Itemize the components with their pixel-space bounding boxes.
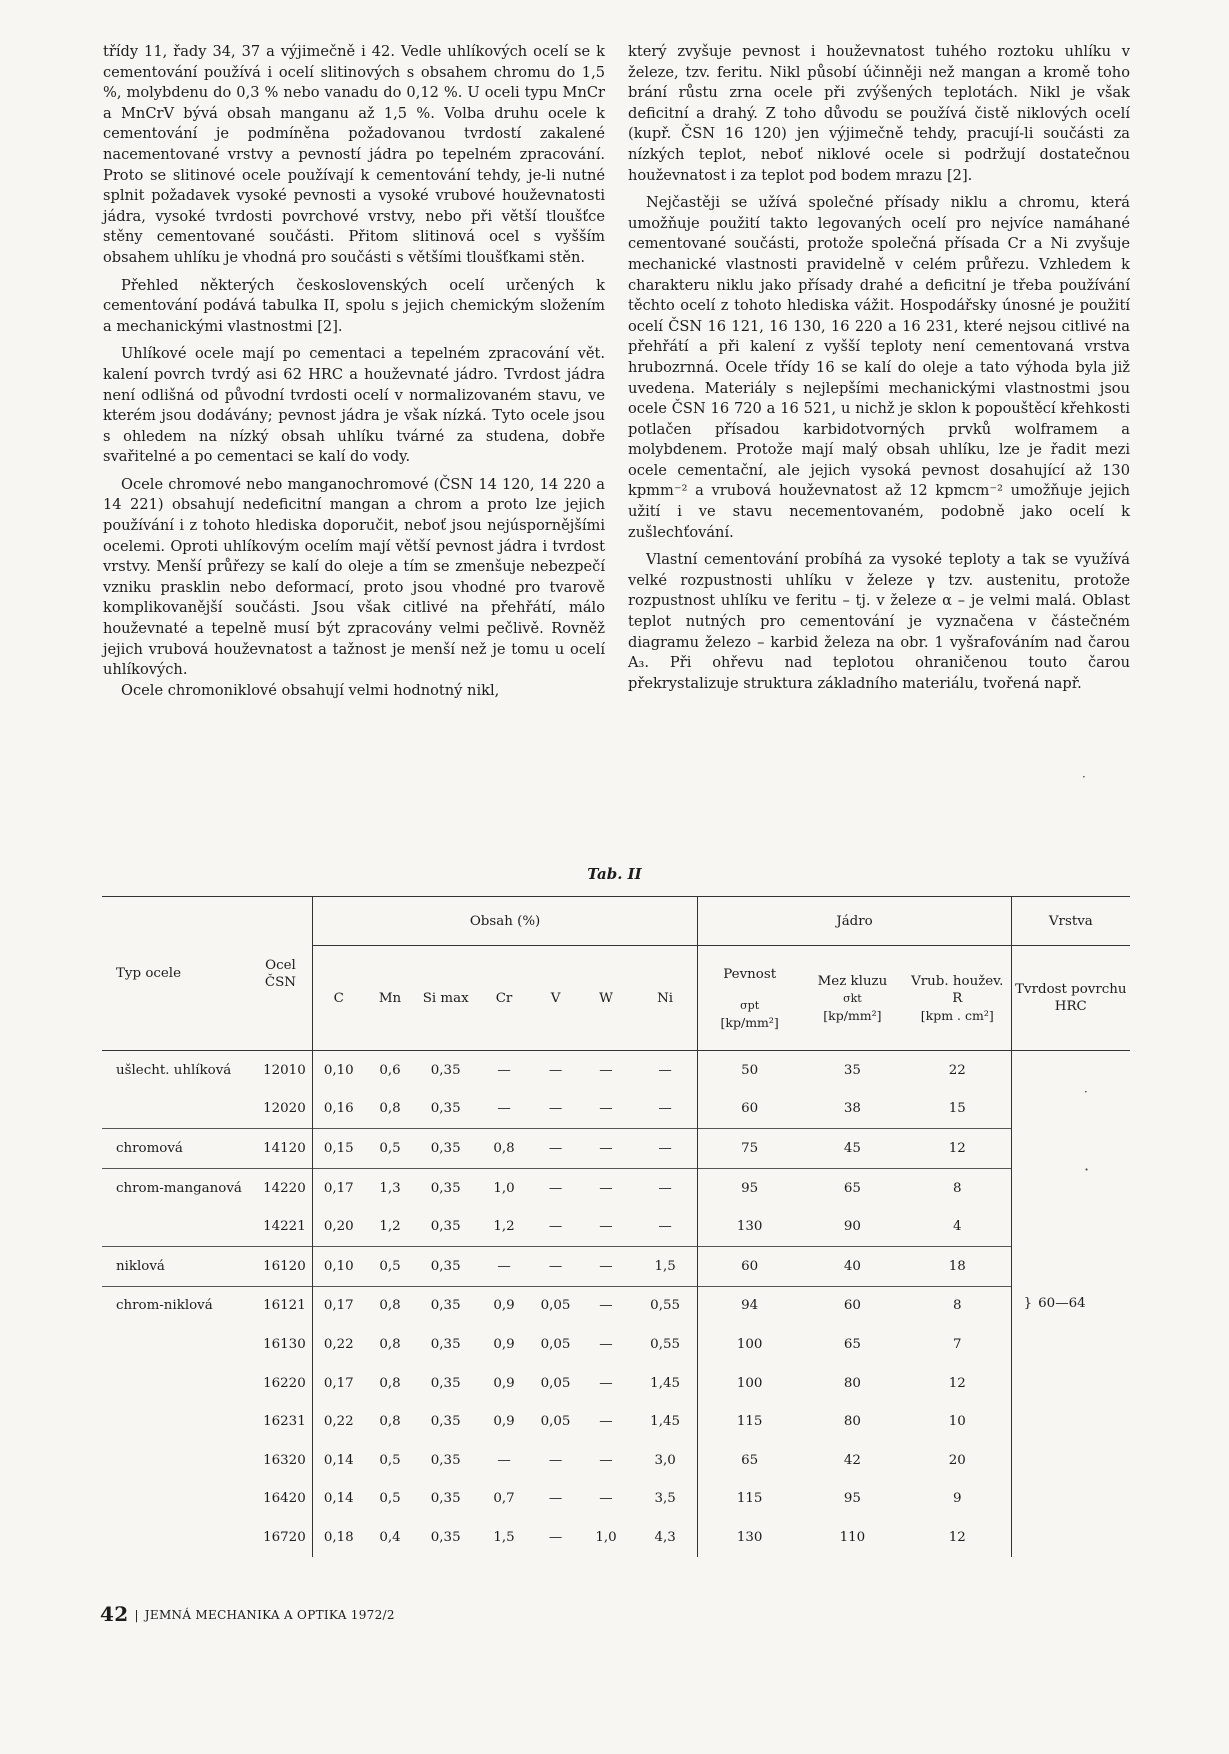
scan-speck: · (1084, 1085, 1088, 1099)
header-v: V (550, 990, 561, 1006)
cell-mn: 0,8 (379, 1414, 401, 1430)
table-row (102, 1168, 1130, 1207)
cell-v: 0,05 (540, 1414, 571, 1430)
table-row (102, 1480, 1130, 1519)
cell-ni: 3,5 (654, 1491, 676, 1507)
vrub-label: Vrub. houžev. R (911, 973, 1004, 1006)
cell-w: — (579, 1246, 633, 1286)
cell-vrub: 12 (948, 1375, 966, 1391)
cell-ni: 4,3 (654, 1529, 676, 1545)
cell-typ: chrom-manganová (102, 1168, 249, 1207)
cell-pevnost: 100 (698, 1364, 801, 1403)
cell-w: — (579, 1286, 633, 1325)
cell-mez: 80 (843, 1414, 861, 1430)
cell-csn: 16121 (249, 1286, 312, 1325)
cell-si: 0,35 (415, 1286, 476, 1325)
cell-mn: 0,8 (365, 1286, 415, 1325)
cell-si: 0,35 (430, 1375, 461, 1391)
cell-mez: 60 (801, 1286, 904, 1325)
cell-cr: 1,2 (493, 1219, 515, 1235)
header-tvrdost: Tvrdost povrchu HRC (1011, 946, 1130, 1051)
cell-mez: 38 (843, 1101, 861, 1117)
cell-cr: 1,0 (476, 1168, 532, 1207)
cell-w: — (599, 1062, 613, 1078)
cell-mez: 90 (843, 1219, 861, 1235)
cell-typ (102, 1402, 249, 1441)
cell-mn: 1,2 (379, 1219, 401, 1235)
pevnost-symbol: σpt (740, 998, 760, 1012)
cell-csn: 16120 (249, 1246, 312, 1286)
cell-v: — (532, 1246, 579, 1286)
cell-cr: — (497, 1062, 511, 1078)
header-typ: Typ ocele (116, 966, 182, 981)
header-si: Si max (422, 990, 469, 1006)
cell-mn: 0,4 (379, 1529, 401, 1545)
cell-c: 0,17 (312, 1364, 365, 1403)
cell-si: 0,35 (430, 1101, 461, 1117)
cell-csn: 12020 (263, 1101, 306, 1117)
cell-v: — (548, 1529, 563, 1545)
cell-pevnost: 130 (698, 1207, 801, 1246)
cell-cr: — (497, 1101, 511, 1117)
cell-typ (102, 1207, 249, 1246)
paragraph: Ocele chromoniklové obsahují velmi hodnotný nikl, (121, 681, 500, 699)
cell-csn: 12010 (263, 1062, 306, 1078)
cell-mn: 0,5 (365, 1129, 415, 1169)
cell-vrub: 15 (948, 1101, 966, 1117)
cell-si: 0,35 (430, 1529, 461, 1545)
cell-mez: 65 (801, 1168, 904, 1207)
cell-si: 0,35 (415, 1246, 476, 1286)
cell-w: — (599, 1491, 613, 1507)
paragraph: třídy 11, řady 34, 37 a výjimečně i 42. Vedle uhlíkových ocelí se k cementování používá i ocelí slitinových s obsahem chromu do 1,5 %, molybdenu do 0,3 % nebo vanadu do 0,12 %. U oceli typu MnCr a MnCrV bývá obsah manganu až 1,5 %. Volba druhu ocele k cementování je podmíněna požadovanou tvrdostí zakalené nacementované vrstvy a pevností jádra po tepelném zpracování. Proto se slitinové ocele používají k cementování tehdy, je-li nutné splnit požadavek vysoké pevnosti a vysoké vrubové houževnatosti jádra, vysoké tvrdosti povrchové vrstvy, nebo při větší tloušťce stěny cementované součásti. Přitom slitinová ocel s vyšším obsahem uhlíku je vhodná pro součásti s většími tloušťkami stěn. (103, 43, 605, 266)
cell-typ: ušlecht. uhlíková (116, 1062, 232, 1078)
cell-si: 0,35 (415, 1129, 476, 1169)
cell-c: 0,10 (312, 1051, 365, 1090)
paragraph: Nejčastěji se užívá společné přísady niklu a chromu, která umožňuje použití takto legovaných ocelí pro nejvíce namáhané cementované součásti, protože společná přísada Cr a Ni zvyšuje mechanické vlastnosti pravidelně v celém průřezu. Vzhledem k charakteru niklu jako přísady drahé a deficitní je třeba používání těchto ocelí z tohoto hlediska vážit. Hospodářsky únosné je použití ocelí ČSN 16 121, 16 130, 16 220 a 16 231, které nejsou citlivé na přehřátí a při kalení z vyšší teploty není cementovaná vrstva hrubozrnná. Ocele třídy 16 se kalí do oleje a tato výhoda byla již uvedena. Materiály s nejlepšími mechanickými vlastnostmi jsou ocele ČSN 16 720 a 16 521, u nichž je sklon k popouštěcí křehkosti potlačen přísadou karbidotvorných prvků wolframem a molybdenem. Protože mají malý obsah uhlíku, lze je řadit mezi ocele cementační, ale jejich vysoká pevnost dosahující až 130 kpmm⁻² a vrubová houževnatost až 12 kpmcm⁻² umožňuje jejich užití i ve stavu necementovaném, podobně jako ocelí k zušlechťování. (628, 194, 1130, 541)
header-mez-kluzu (801, 946, 904, 1051)
cell-pevnost: 65 (698, 1441, 801, 1480)
paragraph: Ocele chromové nebo manganochromové (ČSN 14 120, 14 220 a 14 221) obsahují nedeficitní mangan a chrom a proto lze jejich používání i z tohoto hlediska doporučit, neboť jsou nejúspornějšími ocelemi. Oproti uhlíkovým ocelím mají větší pevnost jádra i tvrdost vrstvy. Menší průřezy se kalí do oleje a tím se zmenšuje nebezpečí vzniku prasklin nebo deformací, proto jsou vhodné pro tvarově komplikovanější součásti. Jsou však citlivé na přehřátí, málo houževnaté a tepelně musí být zpracovány velmi pečlivě. Rovněž jejich vrubová houževnatost a tažnost je menší než je tomu u ocelí uhlíkových. (103, 475, 605, 679)
cell-vrub: 20 (948, 1452, 966, 1468)
cell-mn: 0,8 (379, 1101, 401, 1117)
brace-glyph: } (1023, 1296, 1033, 1312)
cell-typ (102, 1441, 249, 1480)
cell-c: 0,16 (312, 1090, 365, 1129)
cell-vrstva (1011, 1051, 1130, 1557)
steel-composition-table (102, 896, 1130, 1557)
vrub-unit: [kpm . cm²] (920, 1007, 994, 1023)
cell-v: 0,05 (540, 1375, 571, 1391)
header-vrstva: Vrstva (1011, 897, 1130, 946)
cell-w: — (599, 1375, 613, 1391)
cell-vrub: 8 (904, 1286, 1011, 1325)
table-row (102, 1207, 1130, 1246)
cell-c: 0,22 (312, 1402, 365, 1441)
cell-vrub: 10 (948, 1414, 966, 1430)
cell-ni: 1,45 (650, 1375, 680, 1391)
cell-pevnost: 130 (698, 1518, 801, 1557)
scan-speck: · (1084, 1160, 1090, 1179)
cell-mn: 0,8 (379, 1336, 401, 1352)
cell-vrub: 8 (904, 1168, 1011, 1207)
cell-v: — (548, 1452, 563, 1468)
cell-v: — (548, 1101, 563, 1117)
cell-mn: 0,5 (365, 1246, 415, 1286)
cell-w: — (599, 1414, 613, 1430)
header-obsah: Obsah (%) (312, 897, 698, 946)
cell-mez: 110 (839, 1529, 866, 1545)
cell-pevnost: 75 (698, 1129, 801, 1169)
cell-ni: 3,0 (654, 1452, 676, 1468)
header-c: C (312, 946, 365, 1051)
mez-symbol: σkt (843, 991, 862, 1005)
cell-c: 0,10 (312, 1246, 365, 1286)
header-ni: Ni (657, 990, 674, 1006)
cell-csn: 14120 (249, 1129, 312, 1169)
footer-divider: | (134, 1608, 139, 1622)
cell-c: 0,15 (312, 1129, 365, 1169)
table-row (102, 1325, 1130, 1364)
cell-v: — (548, 1062, 563, 1078)
page-footer (100, 1602, 395, 1626)
paragraph: který zvyšuje pevnost i houževnatost tuhého roztoku uhlíku v železe, tzv. feritu. Nikl působí účinněji než mangan a kromě toho brání růstu zrna ocele při zvýšených teplotách. Nikl je však deficitní a drahý. Z toho důvodu se používá čistě niklových ocelí (kupř. ČSN 16 120) jen výjimečně tehdy, pracují-li součásti za nízkých teplot, neboť niklové ocele si podržují dostatečnou houževnatost i za teplot pod bodem mrazu [2]. (628, 43, 1130, 184)
cell-si: 0,35 (415, 1168, 476, 1207)
table-row (102, 1051, 1130, 1090)
cell-mez: 80 (843, 1375, 861, 1391)
header-ocel: Ocel ČSN (264, 957, 296, 990)
cell-typ (102, 1480, 249, 1519)
cell-w: — (599, 1101, 613, 1117)
cell-cr: — (497, 1452, 511, 1468)
cell-w: — (599, 1336, 613, 1352)
cell-v: 0,05 (540, 1336, 571, 1352)
cell-cr: 0,9 (493, 1336, 515, 1352)
cell-v: — (532, 1129, 579, 1169)
cell-mez: 95 (843, 1491, 861, 1507)
paragraph: Přehled některých československých ocelí určených k cementování podává tabulka II, spolu s jejich chemickým složením a mechanickými vlastnostmi [2]. (103, 276, 605, 335)
cell-ni: — (633, 1168, 698, 1207)
cell-si: 0,35 (430, 1491, 461, 1507)
cell-ni: 1,5 (633, 1246, 698, 1286)
cell-pevnost: 100 (698, 1325, 801, 1364)
cell-csn: 16220 (263, 1375, 306, 1391)
cell-vrub: 7 (953, 1336, 962, 1352)
cell-pevnost: 115 (698, 1402, 801, 1441)
cell-v: — (532, 1168, 579, 1207)
cell-typ: chromová (102, 1129, 249, 1169)
cell-si: 0,35 (430, 1219, 461, 1235)
cell-pevnost: 115 (698, 1480, 801, 1519)
cell-vrub: 4 (953, 1219, 962, 1235)
cell-pevnost: 94 (698, 1286, 801, 1325)
cell-c: 0,17 (312, 1286, 365, 1325)
cell-w: — (579, 1168, 633, 1207)
cell-ni: — (658, 1219, 672, 1235)
pevnost-label: Pevnost (723, 966, 777, 982)
table-row (102, 1402, 1130, 1441)
text-column-left (103, 42, 605, 708)
cell-mez: 65 (843, 1336, 861, 1352)
vrstva-value: 60—64 (1038, 1296, 1086, 1312)
cell-mn: 0,8 (379, 1375, 401, 1391)
cell-ni: — (658, 1062, 672, 1078)
table-row (102, 1364, 1130, 1403)
cell-typ (102, 1364, 249, 1403)
cell-vrub: 12 (948, 1529, 966, 1545)
cell-vrub: 22 (948, 1062, 966, 1078)
cell-mez: 42 (843, 1452, 861, 1468)
table-row (102, 1090, 1130, 1129)
cell-csn: 16420 (263, 1491, 306, 1507)
cell-mez: 40 (801, 1246, 904, 1286)
cell-vrub: 9 (953, 1491, 962, 1507)
cell-csn: 16320 (263, 1452, 306, 1468)
cell-v: — (548, 1219, 563, 1235)
mez-label: Mez kluzu (817, 973, 888, 989)
cell-vrub: 12 (904, 1129, 1011, 1169)
cell-cr: — (476, 1246, 532, 1286)
cell-w: — (579, 1129, 633, 1169)
cell-c: 0,14 (312, 1441, 365, 1480)
cell-w: — (599, 1452, 613, 1468)
cell-mn: 1,3 (365, 1168, 415, 1207)
cell-typ (102, 1090, 249, 1129)
cell-csn: 16231 (263, 1414, 306, 1430)
cell-ni: — (658, 1101, 672, 1117)
table-caption: Tab. II (587, 865, 642, 883)
cell-pevnost: 95 (698, 1168, 801, 1207)
header-cr: Cr (495, 990, 513, 1006)
cell-cr: 1,5 (493, 1529, 515, 1545)
cell-typ (102, 1518, 249, 1557)
cell-v: 0,05 (532, 1286, 579, 1325)
cell-csn: 14220 (249, 1168, 312, 1207)
table-body (102, 1051, 1130, 1557)
cell-typ (102, 1325, 249, 1364)
cell-c: 0,22 (312, 1325, 365, 1364)
cell-csn: 14221 (263, 1219, 306, 1235)
table-row (102, 1246, 1130, 1286)
page-number: 42 (100, 1602, 129, 1626)
cell-si: 0,35 (430, 1062, 461, 1078)
header-pevnost (698, 946, 801, 1051)
cell-si: 0,35 (430, 1336, 461, 1352)
cell-mn: 0,5 (379, 1491, 401, 1507)
cell-pevnost: 50 (698, 1051, 801, 1090)
cell-vrub: 18 (904, 1246, 1011, 1286)
mez-unit: [kp/mm²] (823, 1007, 882, 1023)
cell-ni: — (633, 1129, 698, 1169)
pevnost-unit: [kp/mm²] (720, 1014, 779, 1030)
paragraph: Vlastní cementování probíhá za vysoké teploty a tak se využívá velké rozpustnosti uhlíku v železe γ tzv. austenitu, protože rozpustnost uhlíku ve feritu – tj. v železe α – je velmi malá. Oblast teplot nutných pro cementování je vyznačena v částečném diagramu železo – karbid železa na obr. 1 vyšrafováním nad čarou A₃. Při ohřevu nad teplotou ohraničenou touto čarou překrystalizuje struktura základního materiálu, tvořená např. (628, 551, 1130, 692)
cell-cr: 0,9 (476, 1286, 532, 1325)
cell-si: 0,35 (430, 1452, 461, 1468)
cell-ni: 0,55 (633, 1286, 698, 1325)
cell-w: — (599, 1219, 613, 1235)
journal-name: JEMNÁ MECHANIKA A OPTIKA 1972/2 (144, 1608, 395, 1622)
table-row (102, 1129, 1130, 1169)
cell-csn: 16130 (263, 1336, 306, 1352)
header-w: W (599, 990, 613, 1006)
cell-c: 0,20 (312, 1207, 365, 1246)
cell-typ: chrom-niklová (102, 1286, 249, 1325)
table-row (102, 1286, 1130, 1325)
text-column-right (628, 42, 1130, 701)
cell-cr: 0,8 (476, 1129, 532, 1169)
cell-mn: 0,5 (379, 1452, 401, 1468)
cell-c: 0,18 (312, 1518, 365, 1557)
cell-typ: niklová (102, 1246, 249, 1286)
cell-cr: 0,9 (493, 1375, 515, 1391)
cell-mn: 0,6 (379, 1062, 401, 1078)
cell-w: 1,0 (595, 1529, 617, 1545)
cell-pevnost: 60 (698, 1090, 801, 1129)
table-row (102, 1518, 1130, 1557)
cell-mez: 35 (843, 1062, 861, 1078)
header-jadro: Jádro (698, 897, 1011, 946)
cell-csn: 16720 (263, 1529, 306, 1545)
cell-cr: 0,9 (493, 1414, 515, 1430)
cell-c: 0,14 (312, 1480, 365, 1519)
cell-cr: 0,7 (493, 1491, 515, 1507)
table-row (102, 1441, 1130, 1480)
cell-si: 0,35 (430, 1414, 461, 1430)
header-mn: Mn (378, 990, 402, 1006)
cell-v: — (548, 1491, 563, 1507)
scan-speck: · (1082, 770, 1086, 784)
cell-ni: 0,55 (650, 1336, 680, 1352)
cell-ni: 1,45 (650, 1414, 680, 1430)
header-vrub (904, 946, 1011, 1051)
cell-c: 0,17 (312, 1168, 365, 1207)
cell-mez: 45 (801, 1129, 904, 1169)
cell-pevnost: 60 (698, 1246, 801, 1286)
paragraph: Uhlíkové ocele mají po cementaci a tepelném zpracování vět. kalení povrch tvrdý asi 62 HRC a houževnaté jádro. Tvrdost jádra není odlišná od původní tvrdosti ocelí v normalizovaném stavu, ve kterém jsou dodávány; pevnost jádra je však nízká. Tyto ocele jsou s ohledem na nízký obsah uhlíku tvárné za studena, dobře svařitelné a po cementaci se kalí do vody. (103, 345, 605, 466)
